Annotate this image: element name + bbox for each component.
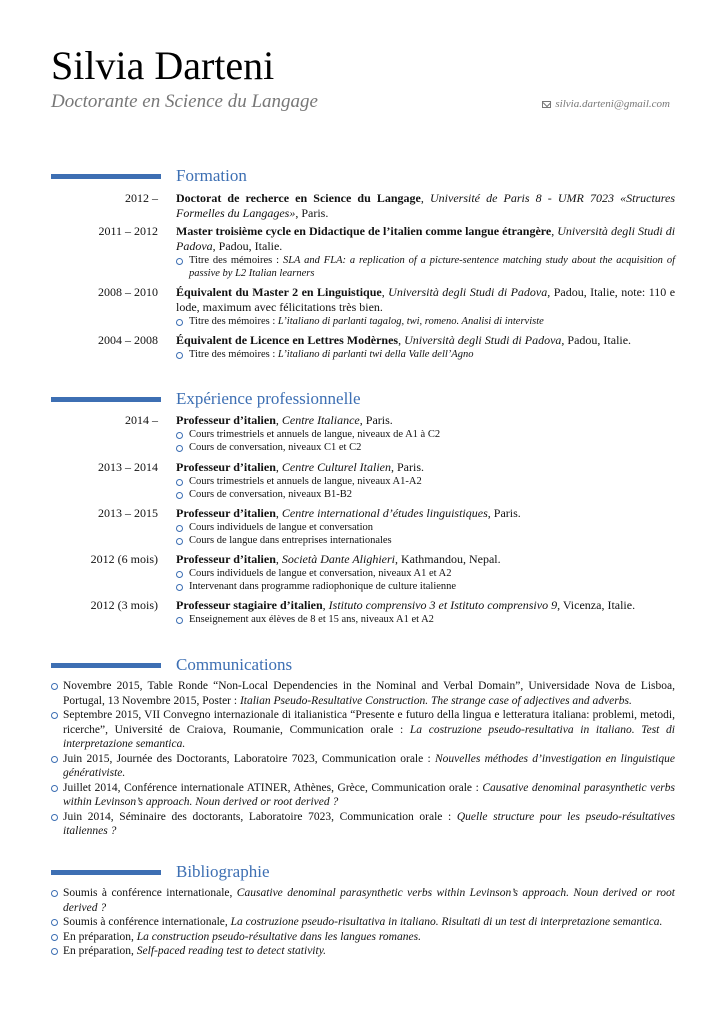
bullet-icon — [176, 525, 183, 532]
bullet-icon — [51, 814, 58, 821]
entry-date: 2004 – 2008 — [98, 333, 158, 347]
entry-institution: Università degli Studi di Padova — [404, 333, 562, 347]
entry-title: Professeur d’italien — [176, 506, 276, 520]
bullet-icon — [51, 756, 58, 763]
bullet-icon — [176, 258, 183, 265]
entry-title: Équivalent de Licence en Lettres Modèrnes — [176, 333, 399, 347]
entry-body: Professeur d’italien, Centre Culturel Italien, Paris. Cours trimestriels et annuels de langue, niveaux A1-A2 Cours de conversation, niveaux B1-B2 — [176, 460, 675, 501]
entry-date: 2011 – 2012 — [98, 224, 158, 238]
experience-entry — [51, 506, 675, 547]
bibliography-list — [51, 886, 675, 959]
list-item: Novembre 2015, Table Ronde “Non-Local Dependencies in the Nominal and Verbal Domain”, Universidade Nova de Lisboa, Portugal, 13 Novembre 2015, Poster : Italian Pseudo-Resultative Construction. The strange case of adjectives and adverbs. — [51, 679, 675, 708]
entry-title: Master troisième cycle en Didactique de l’italien comme langue étrangère — [176, 224, 552, 238]
entry-title: Professeur d’italien — [176, 460, 276, 474]
entry-detail: Intervenant dans programme radiophonique de culture italienne — [176, 580, 675, 593]
entry-body: Équivalent de Licence en Lettres Modèrnes, Università degli Studi di Padova, Padou, Italie. Titre des mémoires : L’italiano di parlanti twi della Valle dell’Agno — [176, 333, 675, 361]
entry-body: Professeur d’italien, Centre international d’études linguistiques, Paris. Cours individuels de langue et conversation Cours de langue dans entreprises internationales — [176, 506, 675, 547]
person-name: Silvia Darteni — [51, 43, 275, 88]
section-title-formation: Formation — [176, 166, 247, 185]
entry-detail: Cours de conversation, niveaux C1 et C2 — [176, 441, 675, 454]
entry-date: 2013 – 2015 — [98, 506, 158, 520]
entry-date: 2012 – — [125, 191, 158, 205]
entry-rest: , Padou, Italie. — [561, 333, 632, 347]
formation-entry — [51, 191, 675, 221]
entry-institution: Università degli Studi di Padova — [388, 285, 548, 299]
entry-detail: Cours individuels de langue et conversation, niveaux A1 et A2 — [176, 567, 675, 580]
bullet-icon — [51, 890, 58, 897]
entry-title: Professeur d’italien — [176, 552, 276, 566]
communications-list — [51, 679, 675, 839]
formation-entry — [51, 285, 675, 328]
entry-detail: Cours de conversation, niveaux B1-B2 — [176, 488, 675, 501]
entry-detail: Enseignement aux élèves de 8 et 15 ans, niveaux A1 et A2 — [176, 613, 675, 626]
list-item: Juin 2014, Séminaire des doctorants, Laboratoire 7023, Communication orale : Quelle structure pour les pseudo-résultatives italiennes ? — [51, 810, 675, 839]
email-text[interactable]: silvia.darteni@gmail.com — [555, 98, 670, 110]
entry-title: Professeur stagiaire d’italien — [176, 598, 323, 612]
entry-institution: Centre Culturel Italien — [281, 460, 391, 474]
entry-rest: , Vicenza, Italie. — [557, 598, 636, 612]
experience-entry — [51, 413, 675, 454]
entry-detail: Cours trimestriels et annuels de langue, niveaux A1-A2 — [176, 475, 675, 488]
entry-body: Master troisième cycle en Didactique de l’italien comme langue étrangère, Università degli Studi di Padova, Padou, Italie. Titre des mémoires : SLA and FLA: a replication of a picture-sentence matching study about the acquisition of passive by L2 Italian learners — [176, 224, 676, 279]
bullet-icon — [176, 352, 183, 359]
bullet-icon — [176, 584, 183, 591]
entry-rest: , Padou, Italie, note: 110 e lode, maximum avec félicitations très bien. — [176, 285, 676, 314]
section-bar — [51, 174, 161, 179]
entry-institution: Université de Paris 8 - UMR 7023 «Structures Formelles du Langages» — [176, 191, 676, 220]
email-contact[interactable] — [542, 98, 670, 110]
entry-body: Professeur d’italien, Centre Italiance, Paris. Cours trimestriels et annuels de langue, niveaux de A1 à C2 Cours de conversation, niveaux C1 et C2 — [176, 413, 675, 454]
bullet-icon — [176, 319, 183, 326]
entry-detail: Cours de langue dans entreprises internationales — [176, 534, 675, 547]
entry-title: Doctorat de recherce en Science du Langage — [176, 191, 421, 205]
formation-entry — [51, 333, 675, 361]
section-title-communications: Communications — [176, 655, 293, 674]
list-item: Juin 2015, Journée des Doctorants, Laboratoire 7023, Communication orale : Nouvelles méthodes d’investigation en linguistique générativiste. — [51, 752, 675, 781]
entry-date: 2012 (3 mois) — [90, 598, 158, 612]
bullet-icon — [51, 683, 58, 690]
entry-rest: , Paris. — [391, 460, 424, 474]
experience-entry — [51, 598, 675, 626]
entry-rest: , Paris. — [487, 506, 521, 520]
section-bar — [51, 870, 161, 875]
entry-rest: , Paris. — [295, 206, 329, 220]
section-bar — [51, 663, 161, 668]
section-bar — [51, 397, 161, 402]
section-title-bibliographie: Bibliographie — [176, 862, 270, 881]
bullet-icon — [176, 538, 183, 545]
entry-detail: Cours trimestriels et annuels de langue, niveaux de A1 à C2 — [176, 428, 675, 441]
entry-date: 2008 – 2010 — [98, 285, 158, 299]
entry-body: Professeur stagiaire d’italien, Istituto comprensivo 3 et Istituto comprensivo 9, Vicenza, Italie. Enseignement aux élèves de 8 et 15 ans, niveaux A1 et A2 — [176, 598, 675, 626]
list-item: Juillet 2014, Conférence internationale ATINER, Athènes, Grèce, Communication orale : Causative denominal parasynthetic verbs within Levinson’s approach. Noun derived or root derived ? — [51, 781, 675, 810]
list-item: Soumis à conférence internationale, La costruzione pseudo-risultativa in italiano. Risultati di un test di interpretazione semantica. — [51, 915, 675, 930]
entry-institution: Università degli Studi di Padova — [176, 224, 676, 253]
list-item: En préparation, Self-paced reading test to detect stativity. — [51, 944, 675, 959]
envelope-icon — [542, 101, 551, 108]
person-subtitle: Doctorante en Science du Langage — [51, 91, 318, 112]
bullet-icon — [176, 571, 183, 578]
bullet-icon — [51, 785, 58, 792]
list-item: En préparation, La construction pseudo-résultative dans les langues romanes. — [51, 930, 675, 945]
bullet-icon — [176, 479, 183, 486]
bullet-icon — [51, 934, 58, 941]
bullet-icon — [176, 617, 183, 624]
formation-entry — [51, 224, 675, 280]
entry-detail: Titre des mémoires : SLA and FLA: a replication of a picture-sentence matching study about the acquisition of passive by L2 Italian learners — [176, 254, 675, 280]
entry-institution: Centre Italiance — [281, 413, 360, 427]
bullet-icon — [176, 432, 183, 439]
experience-entry — [51, 460, 675, 501]
entry-rest: , Padou, Italie. — [212, 239, 283, 253]
entry-institution: Istituto comprensivo 3 et Istituto comprensivo 9 — [328, 598, 558, 612]
entry-rest: , Paris. — [359, 413, 393, 427]
entry-detail: Titre des mémoires : L’italiano di parlanti tagalog, twi, romeno. Analisi di interviste — [176, 315, 675, 328]
entry-institution: Centre international d’études linguistiques — [281, 506, 488, 520]
entry-body: Doctorat de recherce en Science du Langage, Université de Paris 8 - UMR 7023 «Structures Formelles du Langages», Paris. — [176, 191, 676, 220]
section-title-experience: Expérience professionnelle — [176, 389, 361, 408]
entry-date: 2013 – 2014 — [98, 460, 158, 474]
bullet-icon — [51, 948, 58, 955]
entry-title: Professeur d’italien — [176, 413, 276, 427]
entry-date: 2014 – — [125, 413, 158, 427]
entry-detail: Cours individuels de langue et conversation — [176, 521, 675, 534]
bullet-icon — [176, 492, 183, 499]
bullet-icon — [51, 919, 58, 926]
entry-date: 2012 (6 mois) — [90, 552, 158, 566]
list-item: Septembre 2015, VII Convegno internazionale di italianistica “Presente e futuro della lingua e letteratura italiana: problemi, metodi, ricerche”, Université de Craiova, Roumanie, Communication orale : La costruzione pseudo-resultativa in italiano. Test di interpretazione semantica. — [51, 708, 675, 752]
bullet-icon — [176, 445, 183, 452]
entry-body: Équivalent du Master 2 en Linguistique, Università degli Studi di Padova, Padou, Italie, note: 110 e lode, maximum avec félicitations très bien. Titre des mémoires : L’italiano di parlanti tagalog, twi, romeno. Analisi di interviste — [176, 285, 676, 327]
entry-rest: , Kathmandou, Nepal. — [394, 552, 501, 566]
experience-entry — [51, 552, 675, 593]
entry-body: Professeur d’italien, Società Dante Alighieri, Kathmandou, Nepal. Cours individuels de langue et conversation, niveaux A1 et A2 Intervenant dans programme radiophonique de culture italienne — [176, 552, 675, 593]
entry-title: Équivalent du Master 2 en Linguistique — [176, 285, 382, 299]
entry-institution: Società Dante Alighieri — [281, 552, 395, 566]
bullet-icon — [51, 712, 58, 719]
entry-detail: Titre des mémoires : L’italiano di parlanti twi della Valle dell’Agno — [176, 348, 675, 361]
list-item: Soumis à conférence internationale, Causative denominal parasynthetic verbs within Levinson’s approach. Noun derived or root derived ? — [51, 886, 675, 915]
